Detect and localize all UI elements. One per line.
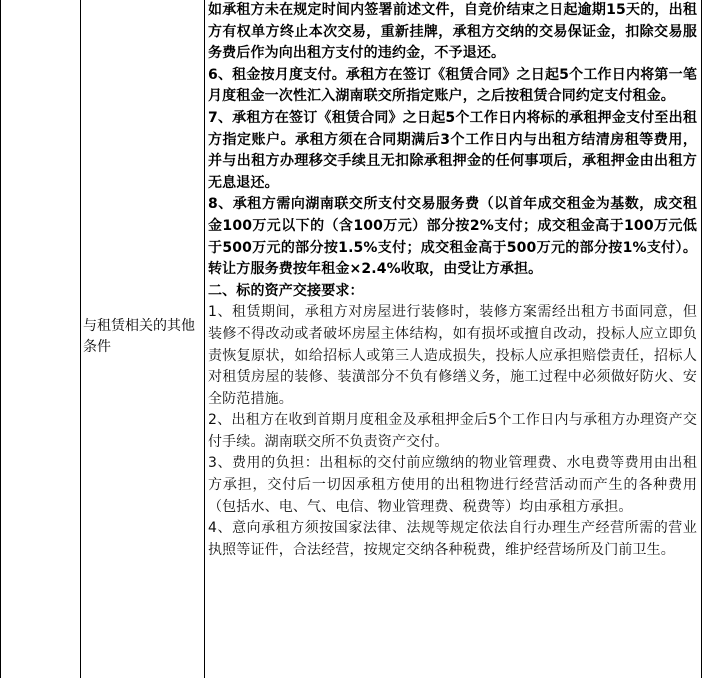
content-cell [205, 0, 702, 678]
paragraph-renovation: 1、租赁期间，承租方对房屋进行装修时，装修方案需经出租方书面同意，但装修不得改动或者破坏房屋主体结构，如有损坏或擅自改动，投标人应立即负责恢复原状，如给招标人或第三人造成损失，投标人应承担赔偿责任，招标人对租赁房屋的装修、装潢部分不负有修缮义务，施工过程中必须做好防火、安全防范措施。 [208, 304, 697, 407]
paragraph-deposit: 7、承租方在签订《租赁合同》之日起5个工作日内将标的承租押金支付至出租方指定账户。承租方须在合同期满后3个工作日内与出租方结清房租等费用，并与出租方办理移交手续且无扣除承租押金的任何事项后，承租押金由出租方无息退还。 [208, 109, 697, 191]
paragraph-rent-payment: 6、租金按月度支付。承租方在签订《租赁合同》之日起5个工作日内将第一笔月度租金一次性汇入湖南联交所指定账户，之后按租赁合同约定支付租金。 [208, 66, 697, 105]
paragraph-service-fee: 8、承租方需向湖南联交所支付交易服务费（以首年成交租金为基数，成交租金100万元以下的（含100万元）部分按2%支付；成交租金高于100万元低于500万元的部分按1.5%支付；成交租金高于500万元的部分按1%支付）。转让方服务费按年租金×2.4%收取，由受让方承担。 [208, 196, 697, 278]
section-heading-handover: 二、标的资产交接要求： [208, 282, 364, 299]
label-cell [81, 0, 205, 678]
row-label: 与租赁相关的其他条件 [83, 318, 195, 355]
paragraph-overdue-termination: 如承租方未在规定时间内签署前述文件，自竞价结束之日起逾期15天的，出租方有权单方终止本次交易，重新挂牌，承租方交纳的交易保证金，扣除交易服务费后作为向出租方支付的违约金，不予退还。 [208, 2, 697, 62]
paragraph-licenses: 4、意向承租方须按国家法律、法规等规定依法自行办理生产经营所需的营业执照等证件，合法经营，按规定交纳各种税费，维护经营场所及门前卫生。 [208, 520, 697, 558]
paragraph-expenses: 3、费用的负担：出租标的交付前应缴纳的物业管理费、水电费等费用由出租方承担，交付后一切因承租方使用的出租物进行经营活动而产生的各种费用（包括水、电、气、电信、物业管理费、税费等）均由承租方承担。 [208, 455, 697, 515]
paragraph-asset-delivery: 2、出租方在收到首期月度租金及承租押金后5个工作日内与承租方办理资产交付手续。湖南联交所不负责资产交付。 [208, 412, 697, 450]
index-cell [0, 0, 81, 678]
